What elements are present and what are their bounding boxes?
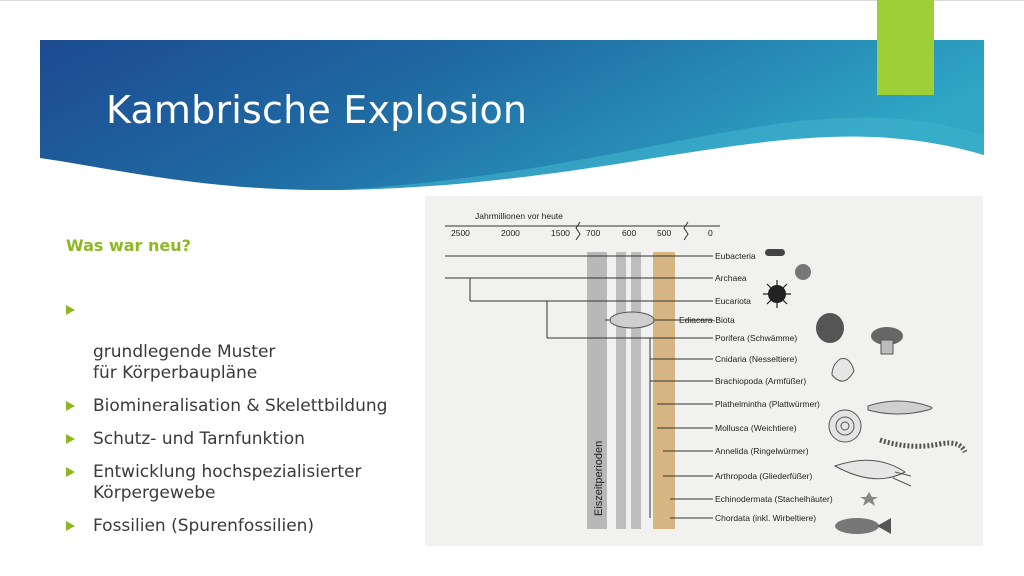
cnidarian-icon (871, 327, 903, 354)
taxon-label: Echinodermata (Stachelhäuter) (715, 494, 833, 504)
bullet-arrow-icon (66, 521, 75, 531)
accent-tab (877, 0, 934, 95)
bullet-arrow-icon (66, 467, 75, 477)
phylogeny-figure (425, 196, 983, 546)
bullet-text: Schutz- und Tarnfunktion (93, 429, 305, 449)
fish-icon (835, 518, 891, 534)
axis-title: Jahrmillionen vor heute (475, 211, 563, 221)
brachiopod-shell-icon (832, 359, 854, 382)
bullet-item (64, 516, 414, 537)
sponge-icon (816, 313, 844, 343)
taxon-label: Eubacteria (715, 251, 756, 261)
cambrian-band (653, 252, 675, 529)
bullet-text: grundlegende Muster für Körperbaupläne (93, 342, 276, 383)
phylogeny-diagram (425, 196, 983, 546)
bullet-list (64, 300, 414, 549)
bullet-item (64, 462, 393, 504)
bullet-text: Entwicklung hochspezialisierter Körpergewebe (93, 462, 362, 503)
slide-subtitle: Was war neu? (66, 236, 191, 255)
ice-age-band (631, 252, 641, 529)
axis-break-icon (684, 222, 688, 240)
taxon-label: Cnidaria (Nesseltiere) (715, 354, 798, 364)
archaea-icon (795, 264, 811, 280)
flatworm-icon (868, 401, 932, 414)
taxon-label: Ediacara-Biota (679, 315, 735, 325)
starfish-icon (860, 492, 878, 506)
bullet-item (64, 300, 414, 384)
bullet-text: Biomineralisation & Skelettbildung (93, 396, 388, 416)
tick-label: 1500 (551, 228, 570, 238)
ice-age-band (616, 252, 626, 529)
tick-label: 2500 (451, 228, 470, 238)
band-label: Eiszeitperioden (593, 440, 605, 516)
bullet-arrow-icon (66, 401, 75, 411)
bullet-arrow-icon (66, 305, 75, 315)
bullet-item (64, 396, 414, 417)
bacterium-icon (765, 249, 785, 256)
taxon-label: Porifera (Schwämme) (715, 333, 798, 343)
ediacara-fossil-icon (610, 312, 654, 328)
tick-label: 700 (586, 228, 601, 238)
taxon-label: Eucariota (715, 296, 751, 306)
tick-label: 0 (708, 228, 713, 238)
taxon-label: Plathelmintha (Plattwürmer) (715, 399, 820, 409)
tick-label: 600 (622, 228, 637, 238)
bullet-arrow-icon (66, 434, 75, 444)
snail-shell-icon (829, 410, 861, 442)
taxon-label: Brachiopoda (Armfüßer) (715, 376, 807, 386)
taxon-label: Chordata (inkl. Wirbeltiere) (715, 513, 817, 523)
bullet-text: Fossilien (Spurenfossilien) (93, 516, 315, 536)
taxon-label: Arthropoda (Gliederfüßer) (715, 471, 813, 481)
annelid-worm-icon (880, 440, 965, 452)
tick-label: 500 (657, 228, 672, 238)
slide-title: Kambrische Explosion (106, 88, 528, 132)
axis-break-icon (576, 222, 580, 240)
taxon-label: Annelida (Ringelwürmer) (715, 446, 809, 456)
eukaryote-cell-icon (763, 280, 791, 308)
shrimp-icon (835, 460, 911, 486)
bullet-item (64, 429, 414, 450)
tick-label: 2000 (501, 228, 520, 238)
top-border (0, 0, 1024, 1)
taxon-label: Mollusca (Weichtiere) (715, 423, 797, 433)
taxon-label: Archaea (715, 273, 747, 283)
